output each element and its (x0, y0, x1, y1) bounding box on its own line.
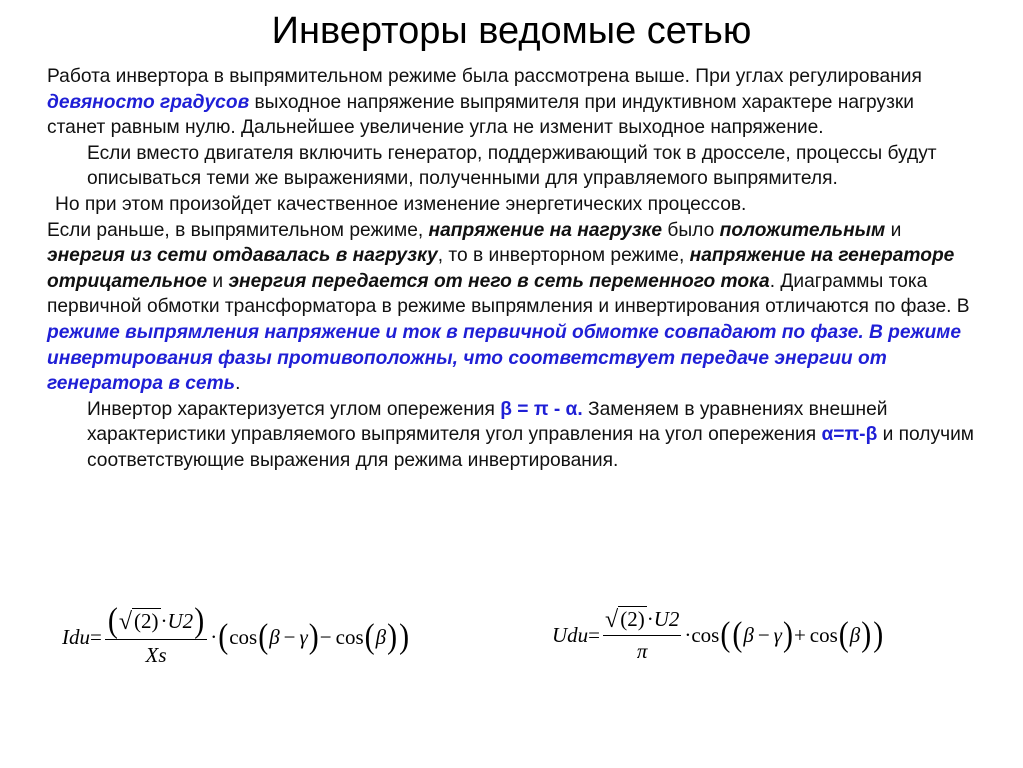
paren: ) (399, 617, 410, 656)
cos-function: cos (229, 624, 258, 649)
formula-lhs: Udu (552, 622, 589, 647)
text-run: , то в инверторном режиме, (437, 245, 690, 267)
text-run: Заменяем в уравнениях внешней характеристики управляемого выпрямителя угол управления на угол опережения (87, 398, 888, 446)
formula-udu (552, 606, 884, 664)
number: 2 (141, 609, 152, 633)
paragraph-generator (47, 141, 977, 192)
text-run: и получим соответствующие выражения для режима инвертирования. (87, 424, 974, 471)
number: 2 (627, 607, 638, 631)
paren: ) (782, 615, 793, 654)
symbol-beta: β (269, 624, 280, 649)
text-run: Но при этом произойдет качественное изменение энергетических процессов. (55, 193, 747, 215)
numerator (603, 606, 681, 636)
text-run: . (235, 373, 241, 395)
text-run: . Диаграммы тока первичной обмотки трансформатора в режиме выпрямления и инвертирования отличаются по фазе. В (47, 270, 970, 318)
emphasis-generator-voltage: напряжение на генераторе отрицательное (47, 245, 955, 292)
sqrt-sign: √ (605, 607, 619, 633)
emphasis-phase-relation: режиме выпрямления напряжение и ток в первичной обмотке совпадают по фазе. В режиме инвертирования фазы противоположны, что соответствует передаче энергии от генератора в сеть (47, 321, 962, 395)
paren: ) (194, 601, 205, 640)
variable-u2: U2 (167, 608, 194, 633)
text-run: и (885, 219, 902, 241)
text-run: и (207, 270, 229, 292)
text-run: Инвертор характеризуется углом опережения (87, 398, 501, 420)
paren: ) (861, 615, 872, 654)
equals-sign: = (588, 622, 601, 647)
text-run: выходное напряжение выпрямителя при индуктивном характере нагрузки станет равным нулю. Дальнейшее увеличение угла не изменит выходное напряжение. (47, 91, 914, 139)
paren: ( (134, 609, 142, 633)
equals-sign: = (90, 624, 102, 649)
sqrt-body (618, 606, 647, 632)
formula-lhs: Idu (62, 624, 90, 649)
cos-function: cos (809, 622, 838, 647)
denominator: π (636, 639, 648, 663)
paragraph-intro (47, 64, 977, 141)
paren: ( (732, 615, 743, 654)
dot-operator: · (160, 608, 168, 633)
paren: ) (387, 617, 398, 656)
paren: ( (107, 601, 118, 640)
symbol-beta: β (375, 624, 387, 649)
symbol-gamma: γ (299, 624, 308, 649)
paren: ) (873, 615, 884, 654)
fraction (105, 601, 207, 668)
emphasis-ninety-degrees: девяносто градусов (47, 91, 250, 113)
paren: ( (720, 615, 731, 654)
sqrt (605, 606, 647, 632)
cos-function: cos (691, 622, 720, 647)
emphasis-energy-to-load: энергия из сети отдавалась в нагрузку (47, 245, 438, 267)
formula-idu (62, 601, 410, 668)
dot-operator: · (684, 622, 692, 647)
numerator (105, 601, 207, 640)
slide-title: Инверторы ведомые сетью (271, 10, 752, 52)
paren: ( (838, 615, 849, 654)
emphasis-load-voltage: напряжение на нагрузке (428, 219, 663, 241)
formula-alpha-definition: α=π-β (821, 424, 878, 446)
plus-operator: + (793, 622, 806, 647)
symbol-beta: β (849, 622, 861, 647)
sqrt (119, 608, 161, 634)
text-run: Работа инвертора в выпрямительном режиме была рассмотрена выше. При углах регулирования (47, 66, 922, 87)
paragraph-energy (47, 218, 977, 397)
denominator: Xs (145, 643, 167, 667)
paragraph-energy-line (47, 192, 977, 218)
cos-function: cos (335, 624, 364, 649)
symbol-beta: β (743, 622, 754, 647)
minus-operator: − (319, 624, 332, 649)
paren: ( (364, 617, 375, 656)
paren: ( (258, 617, 269, 656)
emphasis-positive: положительным (719, 219, 886, 241)
minus-operator: − (283, 624, 296, 649)
text-run: было (662, 219, 720, 241)
dot-operator: · (646, 606, 654, 631)
paren: ( (620, 607, 628, 631)
paragraph-lead-angle (47, 397, 977, 474)
emphasis-energy-to-grid: энергия передается от него в сеть переменного тока (228, 270, 770, 292)
paren: ) (308, 617, 319, 656)
sqrt-sign: √ (118, 609, 133, 635)
paren: ) (151, 609, 159, 633)
paren: ( (218, 617, 229, 656)
dot-operator: · (210, 624, 218, 649)
fraction (603, 606, 681, 664)
text-run: Если вместо двигателя включить генератор, поддерживающий ток в дросселе, процессы будут описываться теми же выражениями, полученными для управляемого выпрямителя. (87, 142, 937, 190)
sqrt-body (132, 608, 161, 634)
paren: ) (637, 607, 645, 631)
formula-beta-definition: β = π - α. (500, 398, 583, 420)
text-run: Если раньше, в выпрямительном режиме, (47, 219, 429, 241)
variable-u2: U2 (653, 606, 680, 631)
body-text (47, 64, 977, 474)
minus-operator: − (757, 622, 770, 647)
symbol-gamma: γ (773, 622, 782, 647)
